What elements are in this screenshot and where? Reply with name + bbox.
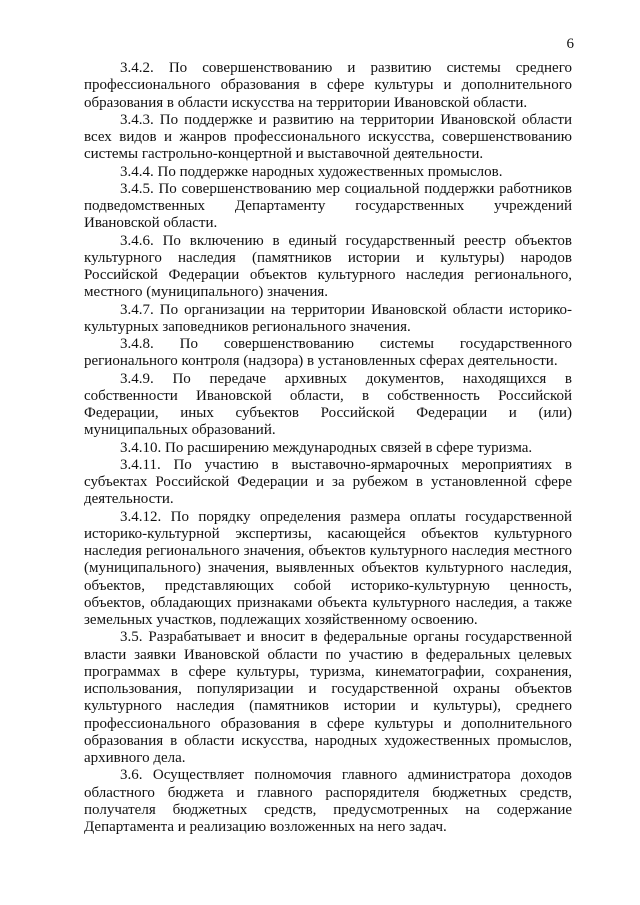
- paragraph-3-4-2: 3.4.2. По совершенствованию и развитию системы среднего профессионального образования в сфере культуры и дополнительного образования в области искусства на территории Ивановской области.: [84, 60, 572, 111]
- paragraph-3-5: 3.5. Разрабатывает и вносит в федеральные органы государственной власти заявки Ивановской области по участию в федеральных целевых программах в сфере культуры, туризма, кинематографии, сохранения, использования, популяризации и государственной охраны объектов культурного наследия (памятников истории и культуры), среднего профессионального образования в сфере культуры и дополнительного образования в области искусства, народных художественных промыслов, архивного дела.: [84, 629, 572, 766]
- paragraph-3-4-5: 3.4.5. По совершенствованию мер социальной поддержки работников подведомственных Департаменту государственных учреждений Ивановской области.: [84, 180, 572, 232]
- paragraph-3-4-10: 3.4.10. По расширению международных связей в сфере туризма.: [120, 439, 533, 456]
- paragraph-3-4-6: 3.4.6. По включению в единый государственный реестр объектов культурного наследия (памятников истории и культуры) народов Российской Федерации объектов культурного наследия регионального, местного (муниципального) значения.: [84, 232, 572, 301]
- paragraph-3-4-8: 3.4.8. По совершенствованию системы государственного регионального контроля (надзора) в установленных сферах деятельности.: [84, 336, 572, 370]
- document-body: [84, 60, 572, 836]
- paragraph-3-4-9: 3.4.9. По передаче архивных документов, находящихся в собственности Ивановской области, в собственность Российской Федерации, иных субъектов Российской Федерации и (или) муниципальных образований.: [84, 370, 572, 439]
- paragraph-3-4-4: 3.4.4. По поддержке народных художественных промыслов.: [120, 163, 503, 180]
- paragraph-3-4-7: 3.4.7. По организации на территории Ивановской области историко-культурных заповедников регионального значения.: [84, 301, 572, 335]
- page-number: 6: [566, 36, 574, 52]
- paragraph-3-4-3: 3.4.3. По поддержке и развитию на территории Ивановской области всех видов и жанров профессионального искусства, совершенствованию системы гастрольно-концертной и выставочной деятельности.: [84, 111, 572, 163]
- paragraph-3-6: 3.6. Осуществляет полномочия главного администратора доходов областного бюджета и главного распорядителя бюджетных средств, получателя бюджетных средств, предусмотренных на содержание Департамента и реализацию возложенных на него задач.: [84, 767, 572, 835]
- paragraph-3-4-12: 3.4.12. По порядку определения размера оплаты государственной историко-культурной экспертизы, касающейся объектов культурного наследия регионального значения, объектов культурного наследия местного (муниципального) значения, выявленных объектов культурного наследия, объектов, представляющих собой историко-культурную ценность, объектов, обладающих признаками объекта культурного наследия, а также земельных участков, подлежащих хозяйственному освоению.: [84, 508, 572, 628]
- paragraph-3-4-11: 3.4.11. По участию в выставочно-ярмарочных мероприятиях в субъектах Российской Федерации и за рубежом в установленной сфере деятельности.: [84, 456, 572, 508]
